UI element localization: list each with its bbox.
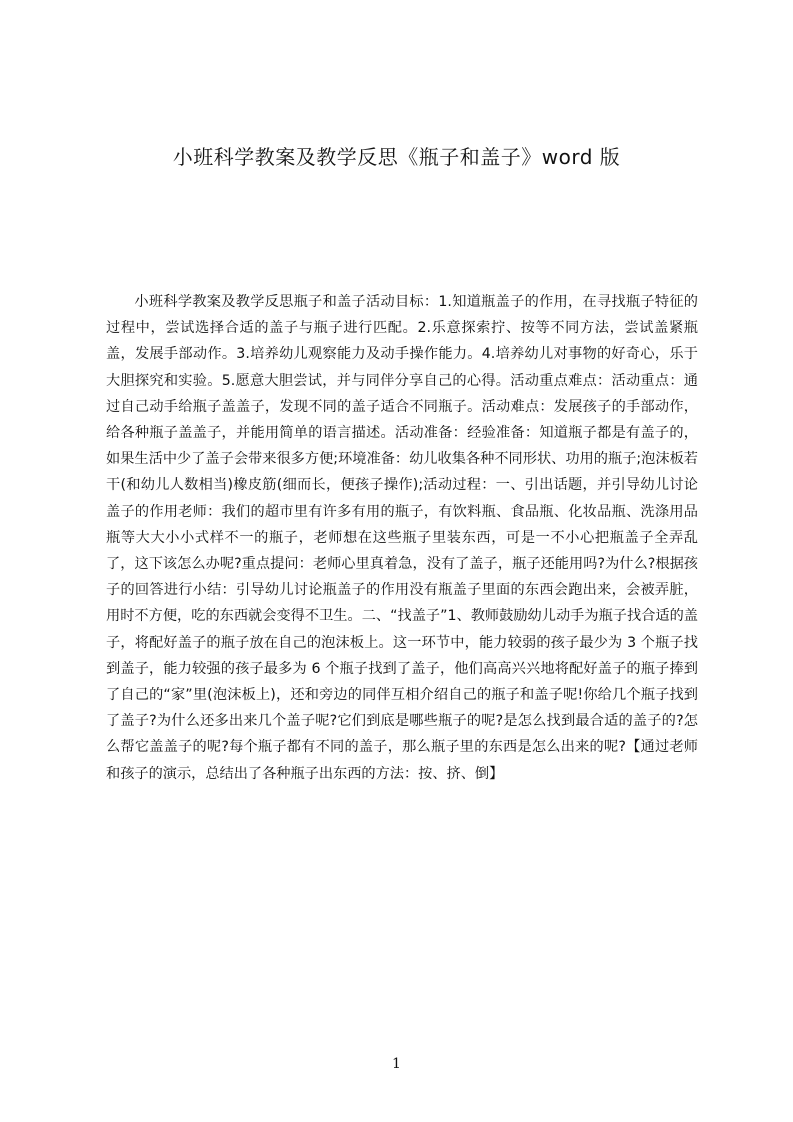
document-body-paragraph: 小班科学教案及教学反思瓶子和盖子活动目标：1.知道瓶盖子的作用，在寻找瓶子特征的过程中，尝试选择合适的盖子与瓶子进行匹配。2.乐意探索拧、按等不同方法，尝试盖紧瓶盖，发展手部动作。3.培养幼儿观察能力及动手操作能力。4.培养幼儿对事物的好奇心，乐于大胆探究和实验。5.愿意大胆尝试，并与同伴分享自己的心得。活动重点难点：活动重点：通过自己动手给瓶子盖盖子，发现不同的盖子适合不同瓶子。活动难点：发展孩子的手部动作，给各种瓶子盖盖子，并能用简单的语言描述。活动准备：经验准备：知道瓶子都是有盖子的，如果生活中少了盖子会带来很多方便;环境准备：幼儿收集各种不同形状、功用的瓶子;泡沫板若干(和幼儿人数相当)橡皮筋(细而长，便孩子操作);活动过程：一、引出话题，并引导幼儿讨论盖子的作用老师：我们的超市里有许多有用的瓶子，有饮料瓶、食品瓶、化妆品瓶、洗涤用品瓶等大大小小式样不一的瓶子，老师想在这些瓶子里装东西，可是一不小心把瓶盖子全弄乱了，这下该怎么办呢?重点提问：老师心里真着急，没有了盖子，瓶子还能用吗?为什么?根据孩子的回答进行小结：引导幼儿讨论瓶盖子的作用没有瓶盖子里面的东西会跑出来，会被弄脏，用时不方便，吃的东西就会变得不卫生。二、“找盖子”1、教师鼓励幼儿动手为瓶子找合适的盖子，将配好盖子的瓶子放在自己的泡沫板上。这一环节中，能力较弱的孩子最少为 3 个瓶子找到盖子，能力较强的孩子最多为 6 个瓶子找到了盖子，他们高高兴兴地将配好盖子的瓶子捧到了自己的“家”里(泡沫板上)，还和旁边的同伴互相介绍自己的瓶子和盖子呢!你给几个瓶子找到了盖子?为什么还多出来几个盖子呢?它们到底是哪些瓶子的呢?是怎么找到最合适的盖子的?怎么帮它盖盖子的呢?每个瓶子都有不同的盖子，那么瓶子里的东西是怎么出来的呢?【通过老师和孩子的演示，总结出了各种瓶子出东西的方法：按、挤、倒】 [106,294,698,782]
document-title: 小班科学教案及教学反思《瓶子和盖子》word 版 [172,145,621,169]
page-number: 1 [392,1056,401,1072]
